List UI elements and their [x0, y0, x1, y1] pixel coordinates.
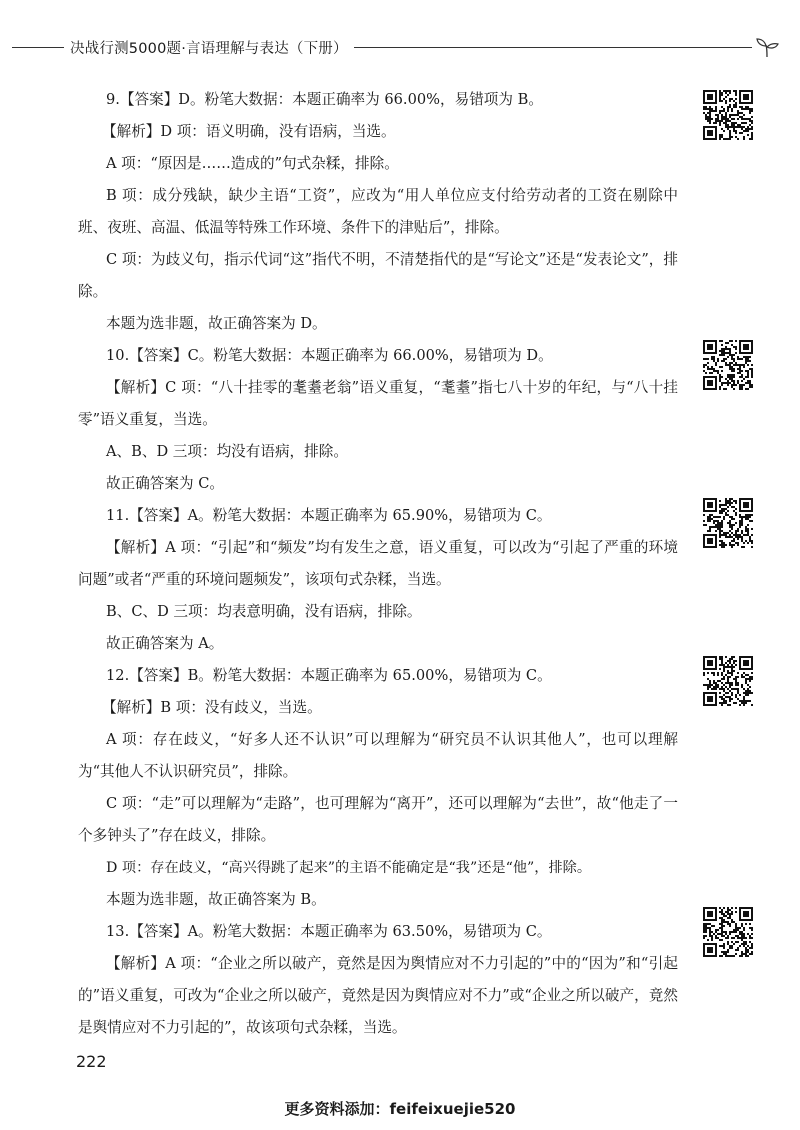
analysis-line: 【解析】D 项：语义明确，没有语病，当选。 — [102, 123, 396, 140]
header-rule-right — [354, 47, 752, 48]
header-rule-left — [12, 47, 64, 48]
option-line: C 项：“走”可以理解为“走路”，也可理解为“离开”，还可以理解为“去世”，故“他走了一个多钟头了”存在歧义，排除。 — [78, 795, 678, 844]
footer-note: 更多资料添加：feifeixuejie520 — [284, 1100, 516, 1118]
option-line: A 项：存在歧义，“好多人还不认识”可以理解为“研究员不认识其他人”，也可以理解为“其他人不认识研究员”，排除。 — [78, 731, 678, 780]
analysis-line: 【解析】C 项：“八十挂零的耄耋老翁”语义重复，“耄耋”指七八十岁的年纪，与“八十挂零”语义重复，当选。 — [78, 379, 678, 428]
header-title: 决战行测5000题·言语理解与表达（下册） — [70, 40, 348, 57]
conclusion-line: 故正确答案为 C。 — [106, 475, 224, 492]
option-line: D 项：存在歧义，“高兴得跳了起来”的主语不能确定是“我”还是“他”，排除。 — [106, 860, 592, 876]
option-line: A、B、D 三项：均没有语病，排除。 — [106, 443, 348, 460]
analysis-line: 【解析】A 项：“引起”和“频发”均有发生之意，语义重复，可以改为“引起了严重的环境问题”或者“严重的环境问题频发”，该项句式杂糅，当选。 — [78, 539, 678, 588]
answer-line-q9: 9.【答案】D。粉笔大数据：本题正确率为 66.00%，易错项为 B。 — [106, 91, 543, 108]
option-line: B、C、D 三项：均表意明确，没有语病，排除。 — [106, 603, 422, 620]
analysis-line: 【解析】B 项：没有歧义，当选。 — [102, 699, 322, 716]
conclusion-line: 本题为选非题，故正确答案为 B。 — [106, 891, 326, 908]
qr-code-icon[interactable] — [703, 498, 753, 548]
analysis-line: 【解析】A 项：“企业之所以破产，竟然是因为舆情应对不力引起的”中的“因为”和“引起的”语义重复，可改为“企业之所以破产，竟然是因为舆情应对不力”或“企业之所以破产，竟然是舆情应对不力引起的”，故该项句式杂糅，当选。 — [78, 955, 678, 1036]
qr-code-icon[interactable] — [703, 340, 753, 390]
page-number: 222 — [76, 1052, 107, 1071]
qr-code-icon[interactable] — [703, 656, 753, 706]
answer-line-q10: 10.【答案】C。粉笔大数据：本题正确率为 66.00%，易错项为 D。 — [106, 347, 553, 364]
conclusion-line: 本题为选非题，故正确答案为 D。 — [106, 315, 327, 332]
running-header — [12, 34, 780, 60]
answer-line-q13: 13.【答案】A。粉笔大数据：本题正确率为 63.50%，易错项为 C。 — [106, 923, 552, 940]
sprout-icon — [754, 36, 780, 58]
qr-code-icon[interactable] — [703, 90, 753, 140]
answer-line-q11: 11.【答案】A。粉笔大数据：本题正确率为 65.90%，易错项为 C。 — [106, 507, 552, 524]
main-content — [78, 84, 678, 1044]
answer-line-q12: 12.【答案】B。粉笔大数据：本题正确率为 65.00%，易错项为 C。 — [106, 667, 552, 684]
option-line: A 项：“原因是……造成的”句式杂糅，排除。 — [106, 155, 399, 172]
conclusion-line: 故正确答案为 A。 — [106, 635, 224, 652]
option-line: C 项：为歧义句，指示代词“这”指代不明，不清楚指代的是“写论文”还是“发表论文”，排除。 — [78, 251, 678, 300]
qr-code-icon[interactable] — [703, 907, 753, 957]
option-line: B 项：成分残缺，缺少主语“工资”，应改为“用人单位应支付给劳动者的工资在剔除中班、夜班、高温、低温等特殊工作环境、条件下的津贴后”，排除。 — [78, 187, 678, 236]
